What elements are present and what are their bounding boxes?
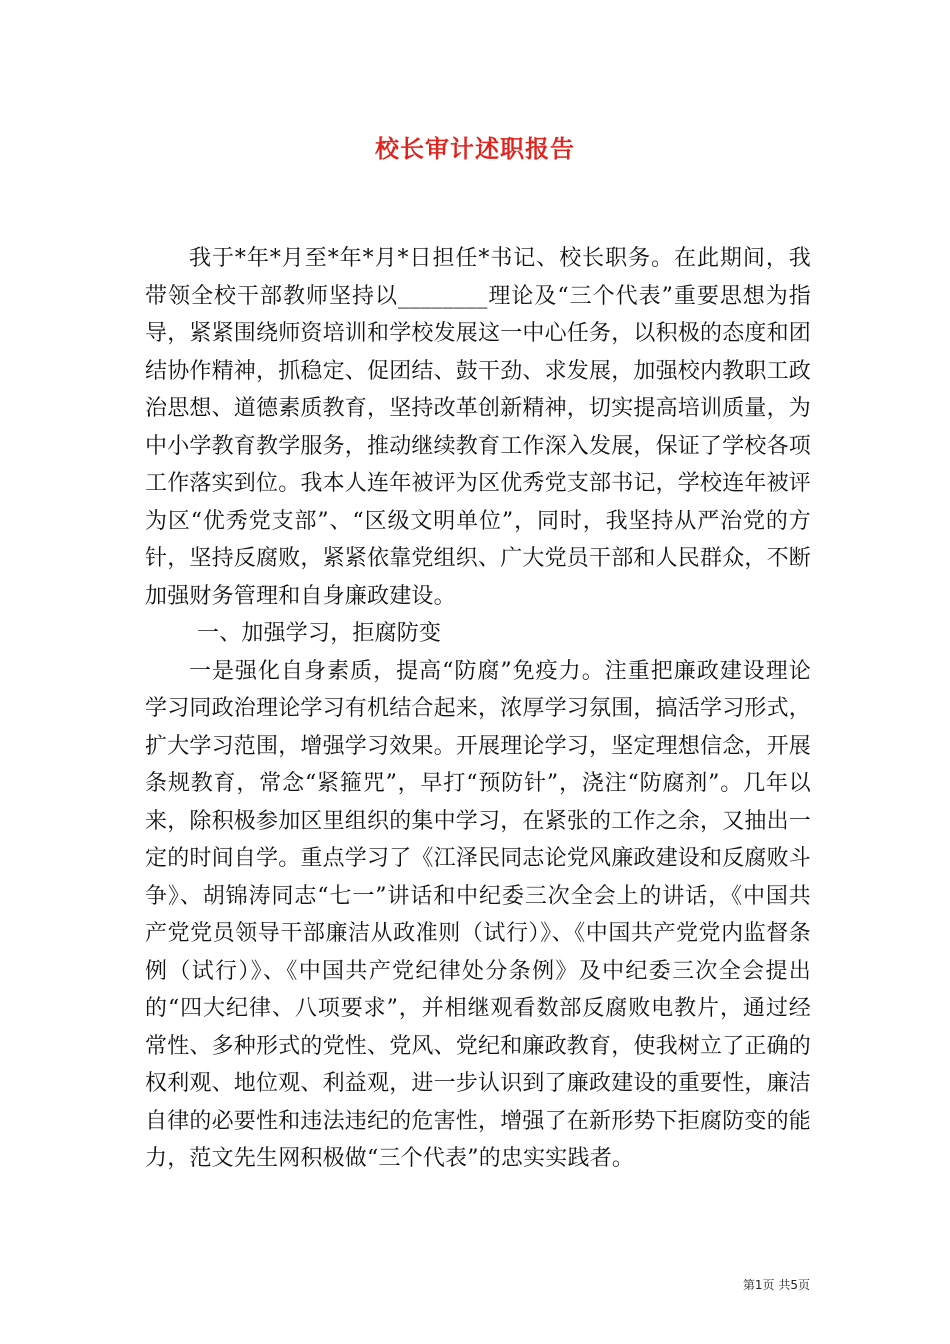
section-paragraph: 一是强化自身素质，提高“防腐”免疫力。注重把廉政建设理论学习同政治理论学习有机结合起来，浓厚学习氛围，搞活学习形式，扩大学习范围，增强学习效果。开展理论学习，坚定理想信念，开展条规教育，常念“紧箍咒”，早打“预防针”，浇注“防腐剂”。几年以来，除积极参加区里组织的集中学习，在紧张的工作之余，又抽出一定的时间自学。重点学习了《江泽民同志论党风廉政建设和反腐败斗争》、胡锦涛同志“七一”讲话和中纪委三次全会上的讲话，《中国共产党党员领导干部廉洁从政准则（试行）》、《中国共产党党内监督条例（试行）》、《中国共产党纪律处分条例》及中纪委三次全会提出的“四大纪律、八项要求”，并相继观看数部反腐败电教片，通过经常性、多种形式的党性、党风、党纪和廉政教育，使我树立了正确的权利观、地位观、利益观，进一步认识到了廉政建设的重要性，廉洁自律的必要性和违法违纪的危害性，增强了在新形势下拒腐防变的能力，范文先生网积极做“三个代表”的忠实实践者。 (145, 658, 812, 1171)
document-body (145, 240, 811, 1178)
section-heading: 一、加强学习，拒腐防变 (197, 621, 442, 646)
page-number-footer: 第1页 共5页 (742, 1278, 810, 1292)
document-title: 校长审计述职报告 (375, 134, 575, 163)
intro-paragraph: 我于*年*月至*年*月*日担任*书记、校长职务。在此期间，我带领全校干部教师坚持以________理论及“三个代表”重要思想为指导，紧紧围绕师资培训和学校发展这一中心任务，以积极的态度和团结协作精神，抓稳定、促团结、鼓干劲、求发展，加强校内教职工政治思想、道德素质教育，坚持改革创新精神，切实提高培训质量，为中小学教育教学服务，推动继续教育工作深入发展，保证了学校各项工作落实到位。我本人连年被评为区优秀党支部书记，学校连年被评为区“优秀党支部”、“区级文明单位”，同时，我坚持从严治党的方针，坚持反腐败，紧紧依靠党组织、广大党员干部和人民群众，不断加强财务管理和自身廉政建设。 (145, 246, 812, 609)
